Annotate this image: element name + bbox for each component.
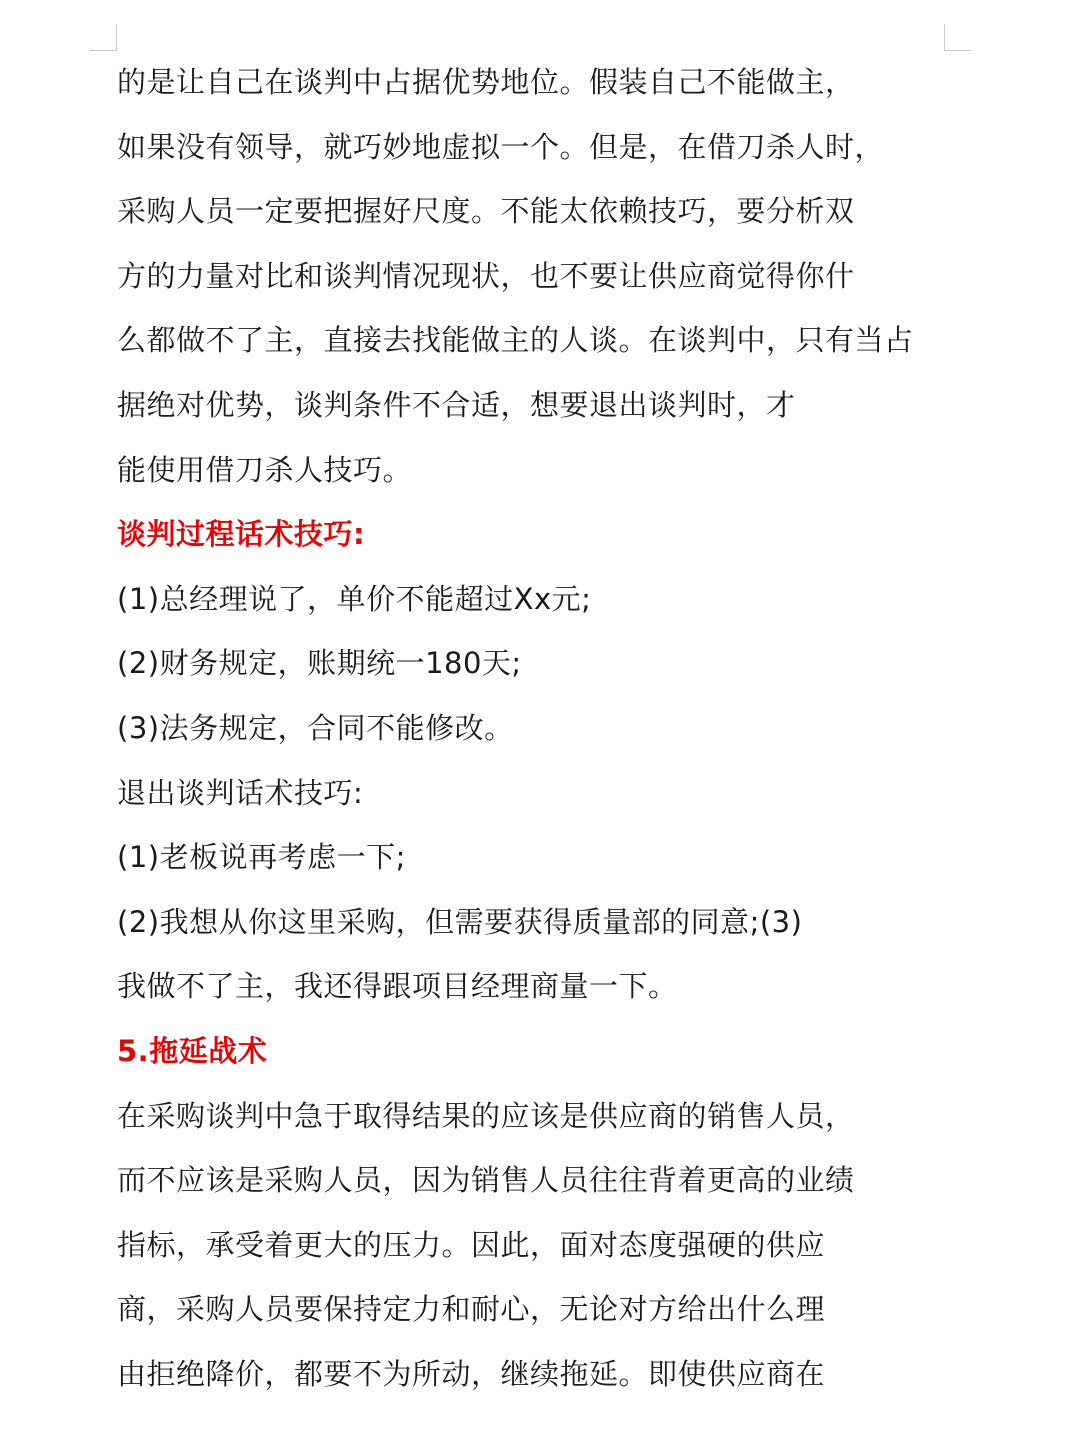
list-item: (2)我想从你这里采购，但需要获得质量部的同意;(3) xyxy=(117,904,803,939)
text-line: 方的力量对比和谈判情况现状，也不要让供应商觉得你什 xyxy=(117,258,855,293)
text-line: 指标，承受着更大的压力。因此，面对态度强硬的供应 xyxy=(117,1227,826,1262)
page-corner-mark-top-left xyxy=(90,24,117,51)
list-item: (3)法务规定，合同不能修改。 xyxy=(117,710,514,745)
page-corner-mark-top-right xyxy=(944,24,971,51)
document-page xyxy=(117,50,957,1406)
text-line: 而不应该是采购人员，因为销售人员往往背着更高的业绩 xyxy=(117,1163,855,1198)
list-item: (1)总经理说了，单价不能超过Xx元; xyxy=(117,581,592,616)
list-item: 我做不了主，我还得跟项目经理商量一下。 xyxy=(117,969,678,1004)
text-line: 由拒绝降价，都要不为所动，继续拖延。即使供应商在 xyxy=(117,1356,826,1391)
list-item: (2)财务规定，账期统一180天; xyxy=(117,646,522,681)
text-line: 么都做不了主，直接去找能做主的人谈。在谈判中，只有当占 xyxy=(117,323,914,358)
text-line: 的是让自己在谈判中占据优势地位。假装自己不能做主， xyxy=(117,65,855,99)
text-line: 据绝对优势，谈判条件不合适，想要退出谈判时，才 xyxy=(117,387,796,422)
text-line: 在采购谈判中急于取得结果的应该是供应商的销售人员， xyxy=(117,1098,855,1133)
subheading-exit-phrases: 退出谈判话术技巧: xyxy=(117,775,364,810)
text-line: 采购人员一定要把握好尺度。不能太依赖技巧，要分析双 xyxy=(117,194,855,229)
text-line: 能使用借刀杀人技巧。 xyxy=(117,452,413,487)
section-heading-negotiation-phrases: 谈判过程话术技巧: xyxy=(117,517,366,552)
text-line: 如果没有领导，就巧妙地虚拟一个。但是，在借刀杀人时， xyxy=(117,129,885,164)
list-item: (1)老板说再考虑一下; xyxy=(117,840,406,875)
section-heading-delay-tactic: 5.拖延战术 xyxy=(117,1033,268,1068)
text-line: 商，采购人员要保持定力和耐心，无论对方给出什么理 xyxy=(117,1292,826,1327)
